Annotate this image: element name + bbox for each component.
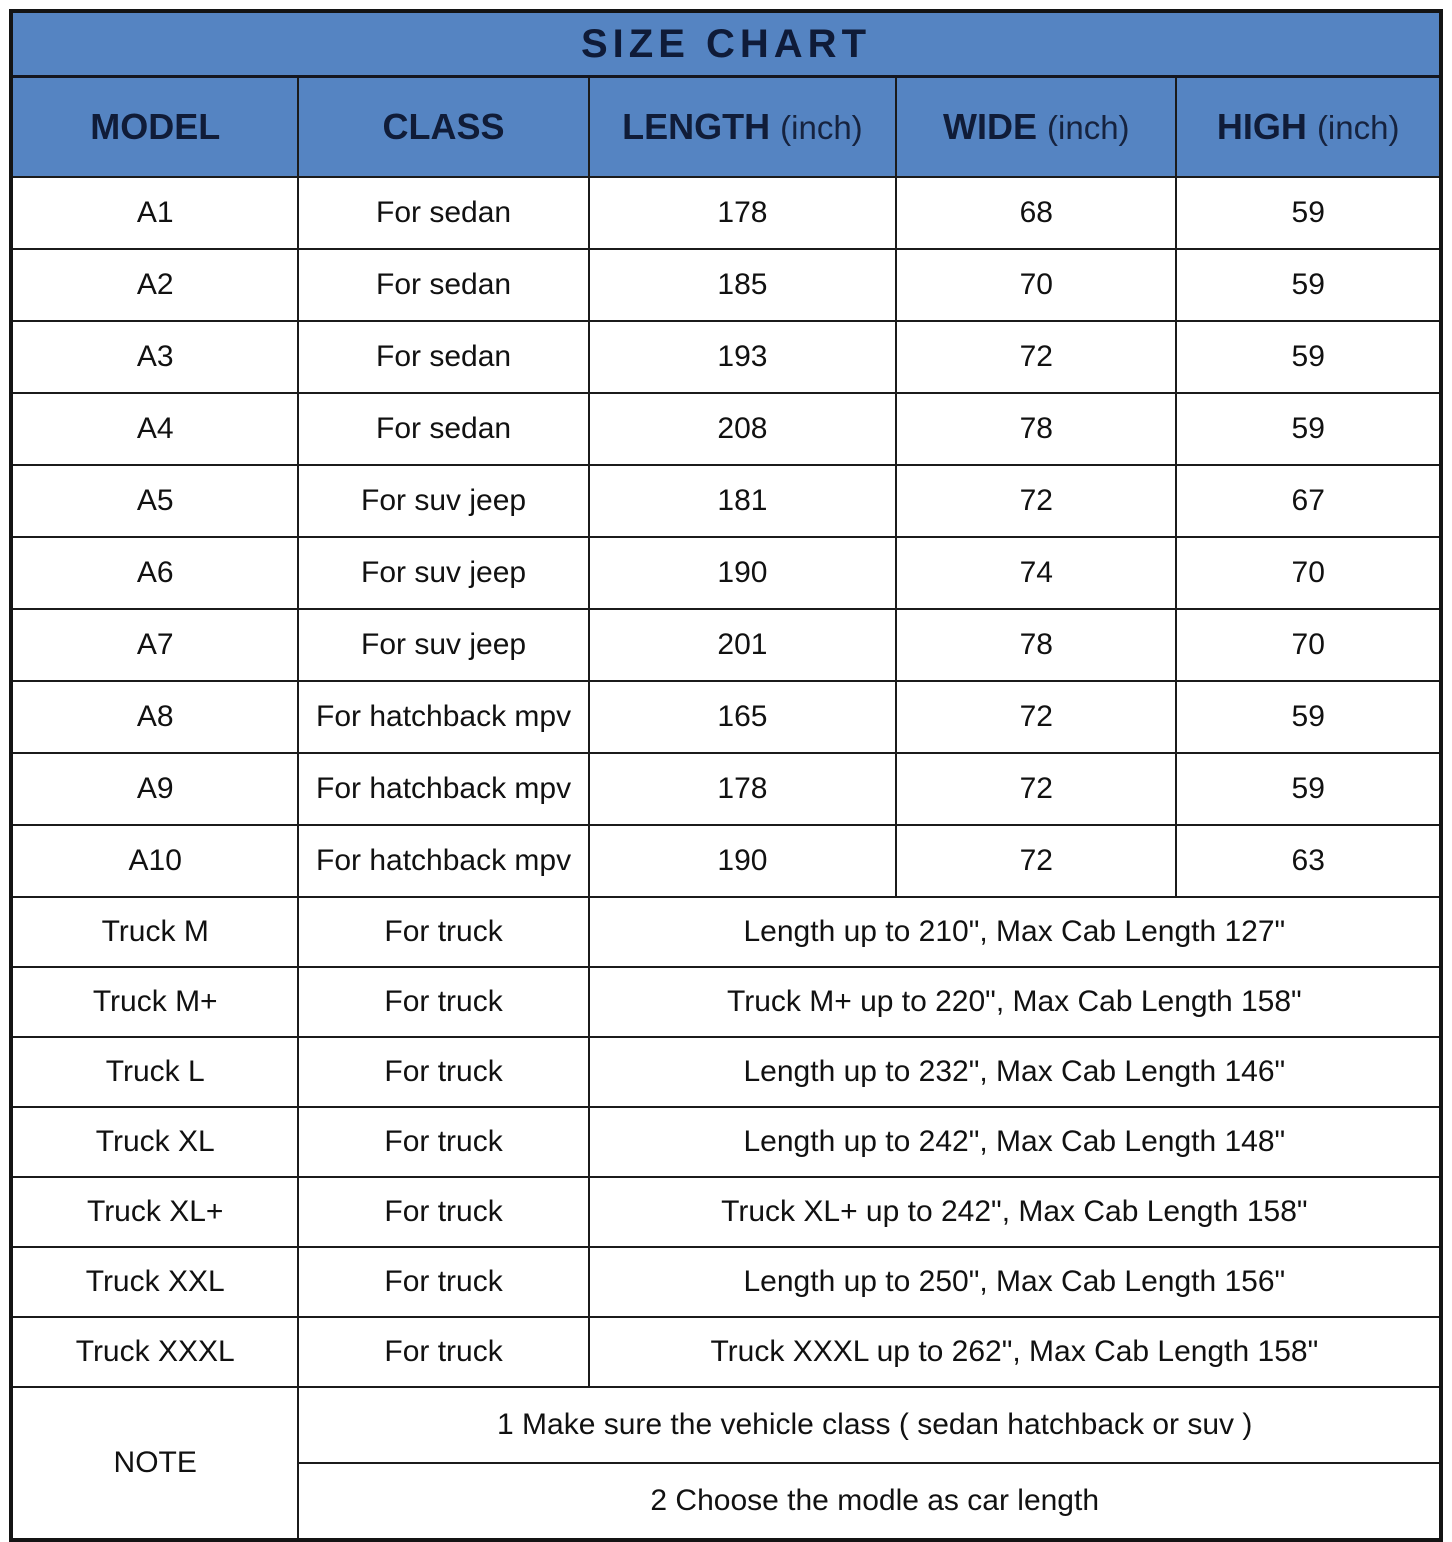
class-cell: For truck [298, 1317, 588, 1387]
class-cell: For sedan [298, 321, 588, 393]
model-cell: A3 [11, 321, 298, 393]
table-row [11, 177, 1441, 249]
table-row [11, 897, 1441, 967]
length-cell: 181 [589, 465, 896, 537]
model-cell: A9 [11, 753, 298, 825]
length-cell: 193 [589, 321, 896, 393]
model-cell: A4 [11, 393, 298, 465]
wide-cell: 72 [896, 681, 1176, 753]
wide-cell: 72 [896, 753, 1176, 825]
wide-cell: 78 [896, 609, 1176, 681]
title-row [11, 11, 1441, 77]
table-row [11, 967, 1441, 1037]
length-cell: 208 [589, 393, 896, 465]
table-row [11, 681, 1441, 753]
model-cell: A1 [11, 177, 298, 249]
class-cell: For hatchback mpv [298, 681, 588, 753]
high-cell: 59 [1176, 249, 1441, 321]
model-cell: Truck XXXL [11, 1317, 298, 1387]
class-column-header [298, 77, 588, 178]
length-cell: 165 [589, 681, 896, 753]
high-column-header [1176, 77, 1441, 178]
length-cell: 185 [589, 249, 896, 321]
table-row [11, 249, 1441, 321]
high-header-unit: (inch) [1316, 109, 1400, 146]
length-cell: 190 [589, 825, 896, 897]
length-cell: 178 [589, 753, 896, 825]
high-cell: 59 [1176, 393, 1441, 465]
length-column-header [589, 77, 896, 178]
table-row [11, 753, 1441, 825]
wide-header-unit: (inch) [1047, 109, 1130, 146]
truck-spec-cell: Length up to 232", Max Cab Length 146" [589, 1037, 1441, 1107]
table-row [11, 465, 1441, 537]
table-row [11, 393, 1441, 465]
table-row [11, 321, 1441, 393]
high-cell: 70 [1176, 609, 1441, 681]
table-row [11, 1037, 1441, 1107]
class-cell: For sedan [298, 177, 588, 249]
class-cell: For hatchback mpv [298, 825, 588, 897]
high-cell: 59 [1176, 681, 1441, 753]
class-cell: For hatchback mpv [298, 753, 588, 825]
truck-spec-cell: Length up to 210", Max Cab Length 127" [589, 897, 1441, 967]
truck-spec-cell: Truck M+ up to 220", Max Cab Length 158" [589, 967, 1441, 1037]
wide-cell: 72 [896, 825, 1176, 897]
model-cell: A8 [11, 681, 298, 753]
model-cell: Truck M [11, 897, 298, 967]
page-title: SIZE CHART [11, 11, 1441, 77]
wide-cell: 78 [896, 393, 1176, 465]
class-cell: For suv jeep [298, 609, 588, 681]
class-cell: For truck [298, 1247, 588, 1317]
length-header-unit: (inch) [780, 109, 863, 146]
high-cell: 70 [1176, 537, 1441, 609]
model-cell: A10 [11, 825, 298, 897]
model-cell: A5 [11, 465, 298, 537]
model-cell: Truck XL [11, 1107, 298, 1177]
note-item: 1 Make sure the vehicle class ( sedan hatchback or suv ) [298, 1387, 1441, 1463]
wide-cell: 68 [896, 177, 1176, 249]
size-chart-table [9, 9, 1443, 1542]
note-label: NOTE [11, 1387, 298, 1540]
class-cell: For truck [298, 897, 588, 967]
truck-spec-cell: Truck XL+ up to 242", Max Cab Length 158" [589, 1177, 1441, 1247]
high-cell: 67 [1176, 465, 1441, 537]
class-cell: For truck [298, 1177, 588, 1247]
class-cell: For sedan [298, 393, 588, 465]
truck-spec-cell: Length up to 250", Max Cab Length 156" [589, 1247, 1441, 1317]
model-cell: Truck XL+ [11, 1177, 298, 1247]
model-column-header [11, 77, 298, 178]
table-row [11, 1247, 1441, 1317]
high-cell: 59 [1176, 177, 1441, 249]
class-cell: For truck [298, 1107, 588, 1177]
wide-column-header [896, 77, 1176, 178]
length-cell: 190 [589, 537, 896, 609]
table-row [11, 1387, 1441, 1463]
wide-header-label: WIDE [943, 106, 1037, 147]
table-row [11, 1177, 1441, 1247]
table-row [11, 1107, 1441, 1177]
class-cell: For truck [298, 967, 588, 1037]
wide-cell: 72 [896, 465, 1176, 537]
length-header-label: LENGTH [622, 106, 771, 147]
model-cell: Truck XXL [11, 1247, 298, 1317]
high-cell: 59 [1176, 753, 1441, 825]
model-header-label: MODEL [90, 106, 221, 147]
header-row [11, 77, 1441, 178]
high-cell: 59 [1176, 321, 1441, 393]
class-cell: For truck [298, 1037, 588, 1107]
table-row [11, 1317, 1441, 1387]
model-cell: Truck M+ [11, 967, 298, 1037]
note-item: 2 Choose the modle as car length [298, 1463, 1441, 1540]
class-cell: For suv jeep [298, 465, 588, 537]
class-cell: For suv jeep [298, 537, 588, 609]
length-cell: 201 [589, 609, 896, 681]
length-cell: 178 [589, 177, 896, 249]
wide-cell: 74 [896, 537, 1176, 609]
table-row [11, 609, 1441, 681]
wide-cell: 70 [896, 249, 1176, 321]
truck-spec-cell: Truck XXXL up to 262", Max Cab Length 158" [589, 1317, 1441, 1387]
class-header-label: CLASS [382, 106, 505, 147]
wide-cell: 72 [896, 321, 1176, 393]
class-cell: For sedan [298, 249, 588, 321]
model-cell: A7 [11, 609, 298, 681]
model-cell: A6 [11, 537, 298, 609]
model-cell: A2 [11, 249, 298, 321]
table-row [11, 825, 1441, 897]
table-row [11, 537, 1441, 609]
high-header-label: HIGH [1216, 106, 1307, 147]
truck-spec-cell: Length up to 242", Max Cab Length 148" [589, 1107, 1441, 1177]
model-cell: Truck L [11, 1037, 298, 1107]
high-cell: 63 [1176, 825, 1441, 897]
